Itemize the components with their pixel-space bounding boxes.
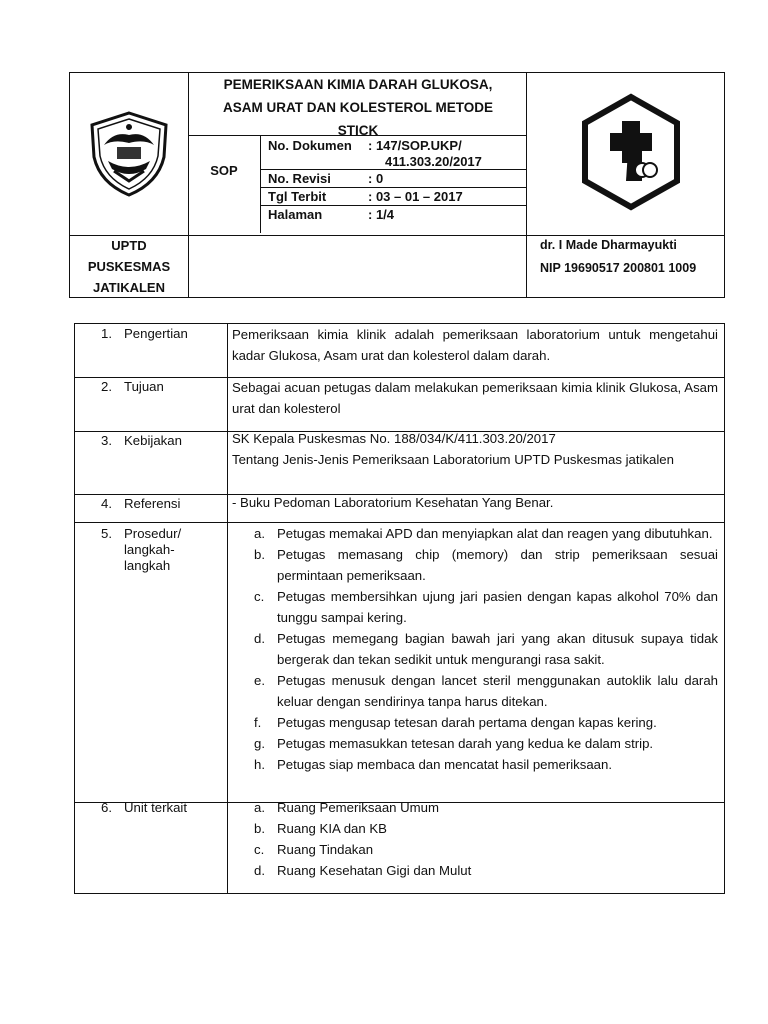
list-item: c. Petugas membersihkan ujung jari pasien dengan kapas alkohol 70% dan tunggu sampai kering.	[254, 589, 718, 625]
meta-revision: No. Revisi : 0	[268, 171, 384, 186]
list-item: d. Ruang Kesehatan Gigi dan Mulut	[254, 863, 472, 878]
puskesmas-logo	[570, 93, 692, 213]
list-item: a. Petugas memakai APD dan menyiapkan alat dan reagen yang dibutuhkan.	[254, 526, 713, 541]
section-text-referensi: - Buku Pedoman Laboratorium Kesehatan Yang Benar.	[232, 495, 554, 510]
section-text-pengertian: Pemeriksaan kimia klinik adalah pemeriksaan laboratorium untuk mengetahui kadar Glukosa, Asam urat dan kolesterol dalam darah.	[232, 327, 718, 363]
list-item: a. Ruang Pemeriksaan Umum	[254, 800, 439, 815]
organization-name: UPTD PUSKESMAS JATIKALEN	[87, 238, 171, 295]
sop-content-table: 1. Pengertian Pemeriksaan kimia klinik adalah pemeriksaan laboratorium untuk mengetahui kadar Glukosa, Asam urat dan kolesterol dalam darah. 2. Tujuan Sebagai acuan petugas dalam melakukan pemeriksaan kimia klinik Glukosa, Asam urat dan kolesterol 3. Kebijakan SK Kepala Puskesmas No. 188/034/K/411.303.20/2017 Tentang Jenis-Jenis Pemeriksaan Laboratorium UPTD Puskesmas jatikalen 4. Referensi - Buku Pedoman Laboratorium Kesehatan Yang Benar. 5. Prosedur/ langkah- langkah a. Petugas memakai APD dan menyiapkan alat dan reagen yang dibutuhkan. b. Petugas memasang chip (memory) dan strip pemeriksaan sesuai permintaan pemeriksaan. c. Petugas membersihkan ujung jari pasien dengan kapas alkohol 70% dan tunggu sampai kering. d. Petugas memegang bagian bawah jari yang akan ditusuk supaya tidak bergerak dan tekan sedikit untuk mengurangi rasa sakit. e. Petugas menusuk dengan lancet steril menggunakan autoklik lalu darah keluar dengan sendirinya tanpa harus ditekan. f. Petugas mengusap tetesan darah pertama dengan kapas kering. g. Petugas memasukkan tetesan darah yang kedua ke dalam strip. h. Petugas siap membaca dan mencatat hasil pemeriksaan. 6. Unit terkait a. Ruang Pemeriksaan Umum b. Ruang KIA dan KB c. Ruang Tindakan d. Ruang Kesehatan Gigi dan Mulut	[74, 323, 725, 894]
meta-document-number: No. Dokumen : 147/SOP.UKP/	[268, 138, 462, 153]
list-item: f. Petugas mengusap tetesan darah pertama dengan kapas kering.	[254, 715, 657, 730]
section-text-tujuan: Sebagai acuan petugas dalam melakukan pemeriksaan kimia klinik Glukosa, Asam urat dan kolesterol	[232, 380, 718, 416]
meta-document-number-cont: 411.303.20/2017	[385, 154, 482, 169]
list-item: c. Ruang Tindakan	[254, 842, 374, 857]
regional-emblem-logo	[84, 109, 174, 199]
procedure-list	[232, 523, 718, 775]
meta-page: Halaman : 1/4	[268, 207, 395, 222]
document-title: PEMERIKSAAN KIMIA DARAH GLUKOSA, ASAM URAT DAN KOLESTEROL METODE STICK	[222, 77, 493, 138]
list-item: b. Ruang KIA dan KB	[254, 821, 387, 836]
list-item: b. Petugas memasang chip (memory) dan strip pemeriksaan sesuai permintaan pemeriksaan.	[254, 547, 718, 583]
signer-nip: NIP 19690517 200801 1009	[540, 261, 697, 275]
list-item: d. Petugas memegang bagian bawah jari yang akan ditusuk supaya tidak bergerak dan tekan sedikit untuk mengurangi rasa sakit.	[254, 631, 718, 667]
list-item: e. Petugas menusuk dengan lancet steril menggunakan autoklik lalu darah keluar dengan sendirinya tanpa harus ditekan.	[254, 673, 718, 709]
sop-header	[69, 72, 725, 298]
list-item: g. Petugas memasukkan tetesan darah yang kedua ke dalam strip.	[254, 736, 654, 751]
list-item: h. Petugas siap membaca dan mencatat hasil pemeriksaan.	[254, 757, 612, 772]
unit-list	[232, 797, 718, 881]
meta-issue-date: Tgl Terbit : 03 – 01 – 2017	[268, 189, 463, 204]
section-text-kebijakan: SK Kepala Puskesmas No. 188/034/K/411.303.20/2017 Tentang Jenis-Jenis Pemeriksaan Laboratorium UPTD Puskesmas jatikalen	[232, 431, 674, 467]
signer-name: dr. I Made Dharmayukti	[540, 238, 677, 252]
sop-label: SOP	[210, 163, 238, 178]
